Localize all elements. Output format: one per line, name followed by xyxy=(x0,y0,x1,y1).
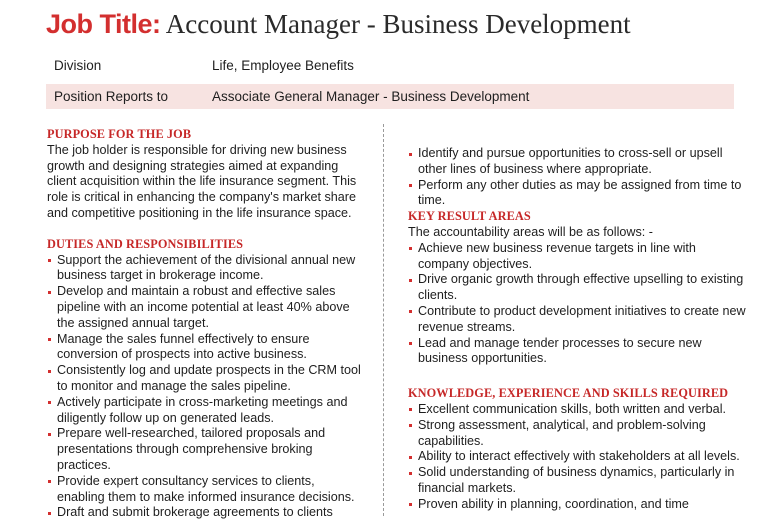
duty-item: Manage the sales funnel effectively to ensure conversion of prospects into active business. xyxy=(47,332,365,364)
reports-to-value: Associate General Manager - Business Development xyxy=(212,89,530,104)
skill-item: Excellent communication skills, both written and verbal. xyxy=(408,402,748,418)
duty-item: Prepare well-researched, tailored proposals and presentations through comprehensive broking practices. xyxy=(47,426,365,473)
reports-to-row xyxy=(46,84,734,109)
duties-list xyxy=(47,253,365,521)
reports-to-key: Position Reports to xyxy=(54,89,169,104)
job-title-text: Account Manager - Business Development xyxy=(165,9,631,39)
skill-item: Strong assessment, analytical, and problem-solving capabilities. xyxy=(408,418,748,450)
kra-item: Lead and manage tender processes to secure new business opportunities. xyxy=(408,336,748,368)
kra-list xyxy=(408,241,748,367)
purpose-text: The job holder is responsible for driving new business growth and designing strategies aimed at expanding client acquisition within the life insurance segment. This role is critical in enhancing the company's market share and competitive positioning in the life insurance space. xyxy=(47,142,357,220)
division-row xyxy=(46,53,734,78)
skills-list xyxy=(408,402,748,513)
duty-item: Consistently log and update prospects in the CRM tool to monitor and manage the sales pipeline. xyxy=(47,363,365,395)
duties-continued-list xyxy=(408,146,748,209)
duties-heading: DUTIES AND RESPONSIBILITIES xyxy=(47,236,244,251)
skill-item: Proven ability in planning, coordination, and time xyxy=(408,497,748,513)
job-title xyxy=(46,6,631,42)
column-divider xyxy=(383,124,384,516)
kra-item: Drive organic growth through effective upselling to existing clients. xyxy=(408,272,748,304)
skill-item: Solid understanding of business dynamics, particularly in financial markets. xyxy=(408,465,748,497)
division-value: Life, Employee Benefits xyxy=(212,58,354,73)
division-key: Division xyxy=(54,58,102,73)
purpose-heading: PURPOSE FOR THE JOB xyxy=(47,127,192,141)
duty-item: Draft and submit brokerage agreements to clients xyxy=(47,505,365,521)
duty-item: Identify and pursue opportunities to cross-sell or upsell other lines of business where appropriate. xyxy=(408,146,748,178)
kra-item: Contribute to product development initiatives to create new revenue streams. xyxy=(408,304,748,336)
duty-item: Support the achievement of the divisional annual new business target in brokerage income. xyxy=(47,253,365,285)
skills-heading: KNOWLEDGE, EXPERIENCE AND SKILLS REQUIRED xyxy=(408,386,729,401)
skill-item: Ability to interact effectively with stakeholders at all levels. xyxy=(408,449,748,465)
kra-item: Achieve new business revenue targets in line with company objectives. xyxy=(408,241,748,273)
duty-item: Develop and maintain a robust and effective sales pipeline with an income potential at least 40% above the assigned annual target. xyxy=(47,284,365,331)
right-column xyxy=(408,146,748,513)
kra-heading: KEY RESULT AREAS xyxy=(408,209,531,224)
duty-item: Actively participate in cross-marketing meetings and diligently follow up on generated leads. xyxy=(47,395,365,427)
duty-item: Provide expert consultancy services to clients, enabling them to make informed insurance decisions. xyxy=(47,474,365,506)
job-title-label: Job Title: xyxy=(46,9,161,39)
left-column xyxy=(47,127,365,521)
kra-intro: The accountability areas will be as follows: - xyxy=(408,224,653,239)
duty-item: Perform any other duties as may be assigned from time to time. xyxy=(408,178,748,210)
